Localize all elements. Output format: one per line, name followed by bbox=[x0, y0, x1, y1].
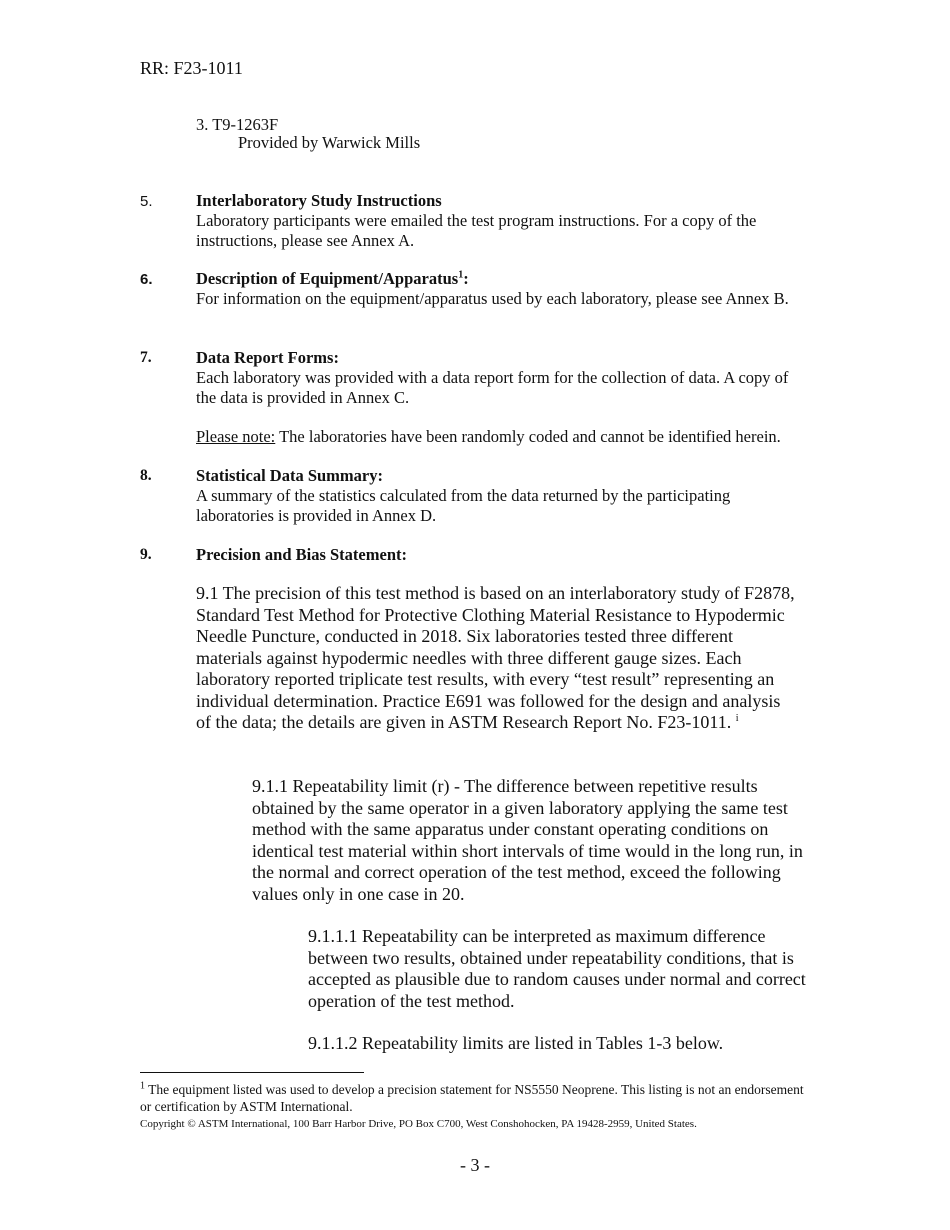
section-8-body: A summary of the statistics calculated from the data returned by the participating laboratories is provided in Annex D. bbox=[196, 486, 731, 525]
section-9-title: Precision and Bias Statement: bbox=[196, 545, 407, 564]
footnote-marker: 1 bbox=[140, 1080, 145, 1092]
section-8-number: 8. bbox=[140, 467, 152, 484]
material-item-3-provider: Provided by Warwick Mills bbox=[238, 133, 421, 152]
section-6-body: For information on the equipment/apparatus used by each laboratory, please see Annex B. bbox=[196, 289, 789, 308]
page-number: - 3 - bbox=[460, 1155, 490, 1175]
section-7-title: Data Report Forms: bbox=[196, 348, 339, 367]
precision-paragraph-9-1-1: 9.1.1 Repeatability limit (r) - The difference between repetitive results obtained by the same operator in a given laboratory applying the same test method with the same apparatus under constant operating conditions on identical test material within short intervals of time would in the long run, in the normal and correct operation of the test method, exceed the following values only in one case in 20. bbox=[252, 776, 803, 904]
footnote-ref-1: 1 bbox=[458, 269, 464, 281]
footnote-text: The equipment listed was used to develop a precision statement for NS5550 Neoprene. This listing is not an endorsement or certification by ASTM International. bbox=[140, 1082, 804, 1114]
precision-paragraph-9-1-1-1: 9.1.1.1 Repeatability can be interpreted as maximum difference between two results, obtained under repeatability conditions, that is accepted as plausible due to random causes under normal and correct operation of the test method. bbox=[308, 926, 806, 1011]
note-text: The laboratories have been randomly coded and cannot be identified herein. bbox=[275, 427, 781, 446]
endnote-ref-i: i bbox=[735, 713, 739, 724]
footnote-1 bbox=[140, 1081, 810, 1115]
footnote-divider bbox=[140, 1072, 364, 1073]
section-5-body: Laboratory participants were emailed the test program instructions. For a copy of the instructions, please see Annex A. bbox=[196, 211, 757, 250]
section-9-number: 9. bbox=[140, 546, 152, 563]
section-5-title: Interlaboratory Study Instructions bbox=[196, 191, 442, 210]
precision-paragraph-9-1-1-2: 9.1.1.2 Repeatability limits are listed in Tables 1-3 below. bbox=[308, 1033, 724, 1053]
section-7-number: 7. bbox=[140, 349, 152, 366]
section-7-body: Each laboratory was provided with a data report form for the collection of data. A copy of the data is provided in Annex C. bbox=[196, 368, 789, 407]
material-item-3: 3. T9-1263F bbox=[196, 115, 279, 134]
section-7-note bbox=[196, 427, 781, 447]
section-8-title: Statistical Data Summary: bbox=[196, 466, 383, 485]
precision-paragraph-9-1: 9.1 The precision of this test method is based on an interlaboratory study of F2878, Standard Test Method for Protective Clothing Material Resistance to Hypodermic Needle Puncture, conducted in 2018. Six laboratories tested three different materials against hypodermic needles with three different gauge sizes. Each laboratory reported triplicate test results, with every “test result” representing an individual determination. Practice E691 was followed for the design and analysis of the data; the details are given in ASTM Research Report No. F23-1011. $^i$ bbox=[196, 583, 795, 732]
note-label: Please note: bbox=[196, 427, 276, 446]
report-id-header: RR: F23-1011 bbox=[140, 58, 243, 78]
section-5-number: 5. bbox=[140, 193, 153, 210]
section-6-number: 6. bbox=[140, 271, 153, 288]
copyright-line: Copyright © ASTM International, 100 Barr Harbor Drive, PO Box C700, West Conshohocken, PA 19428-2959, United States. bbox=[140, 1118, 697, 1130]
section-6-title: Description of Equipment/Apparatus$^1$: bbox=[196, 269, 469, 288]
